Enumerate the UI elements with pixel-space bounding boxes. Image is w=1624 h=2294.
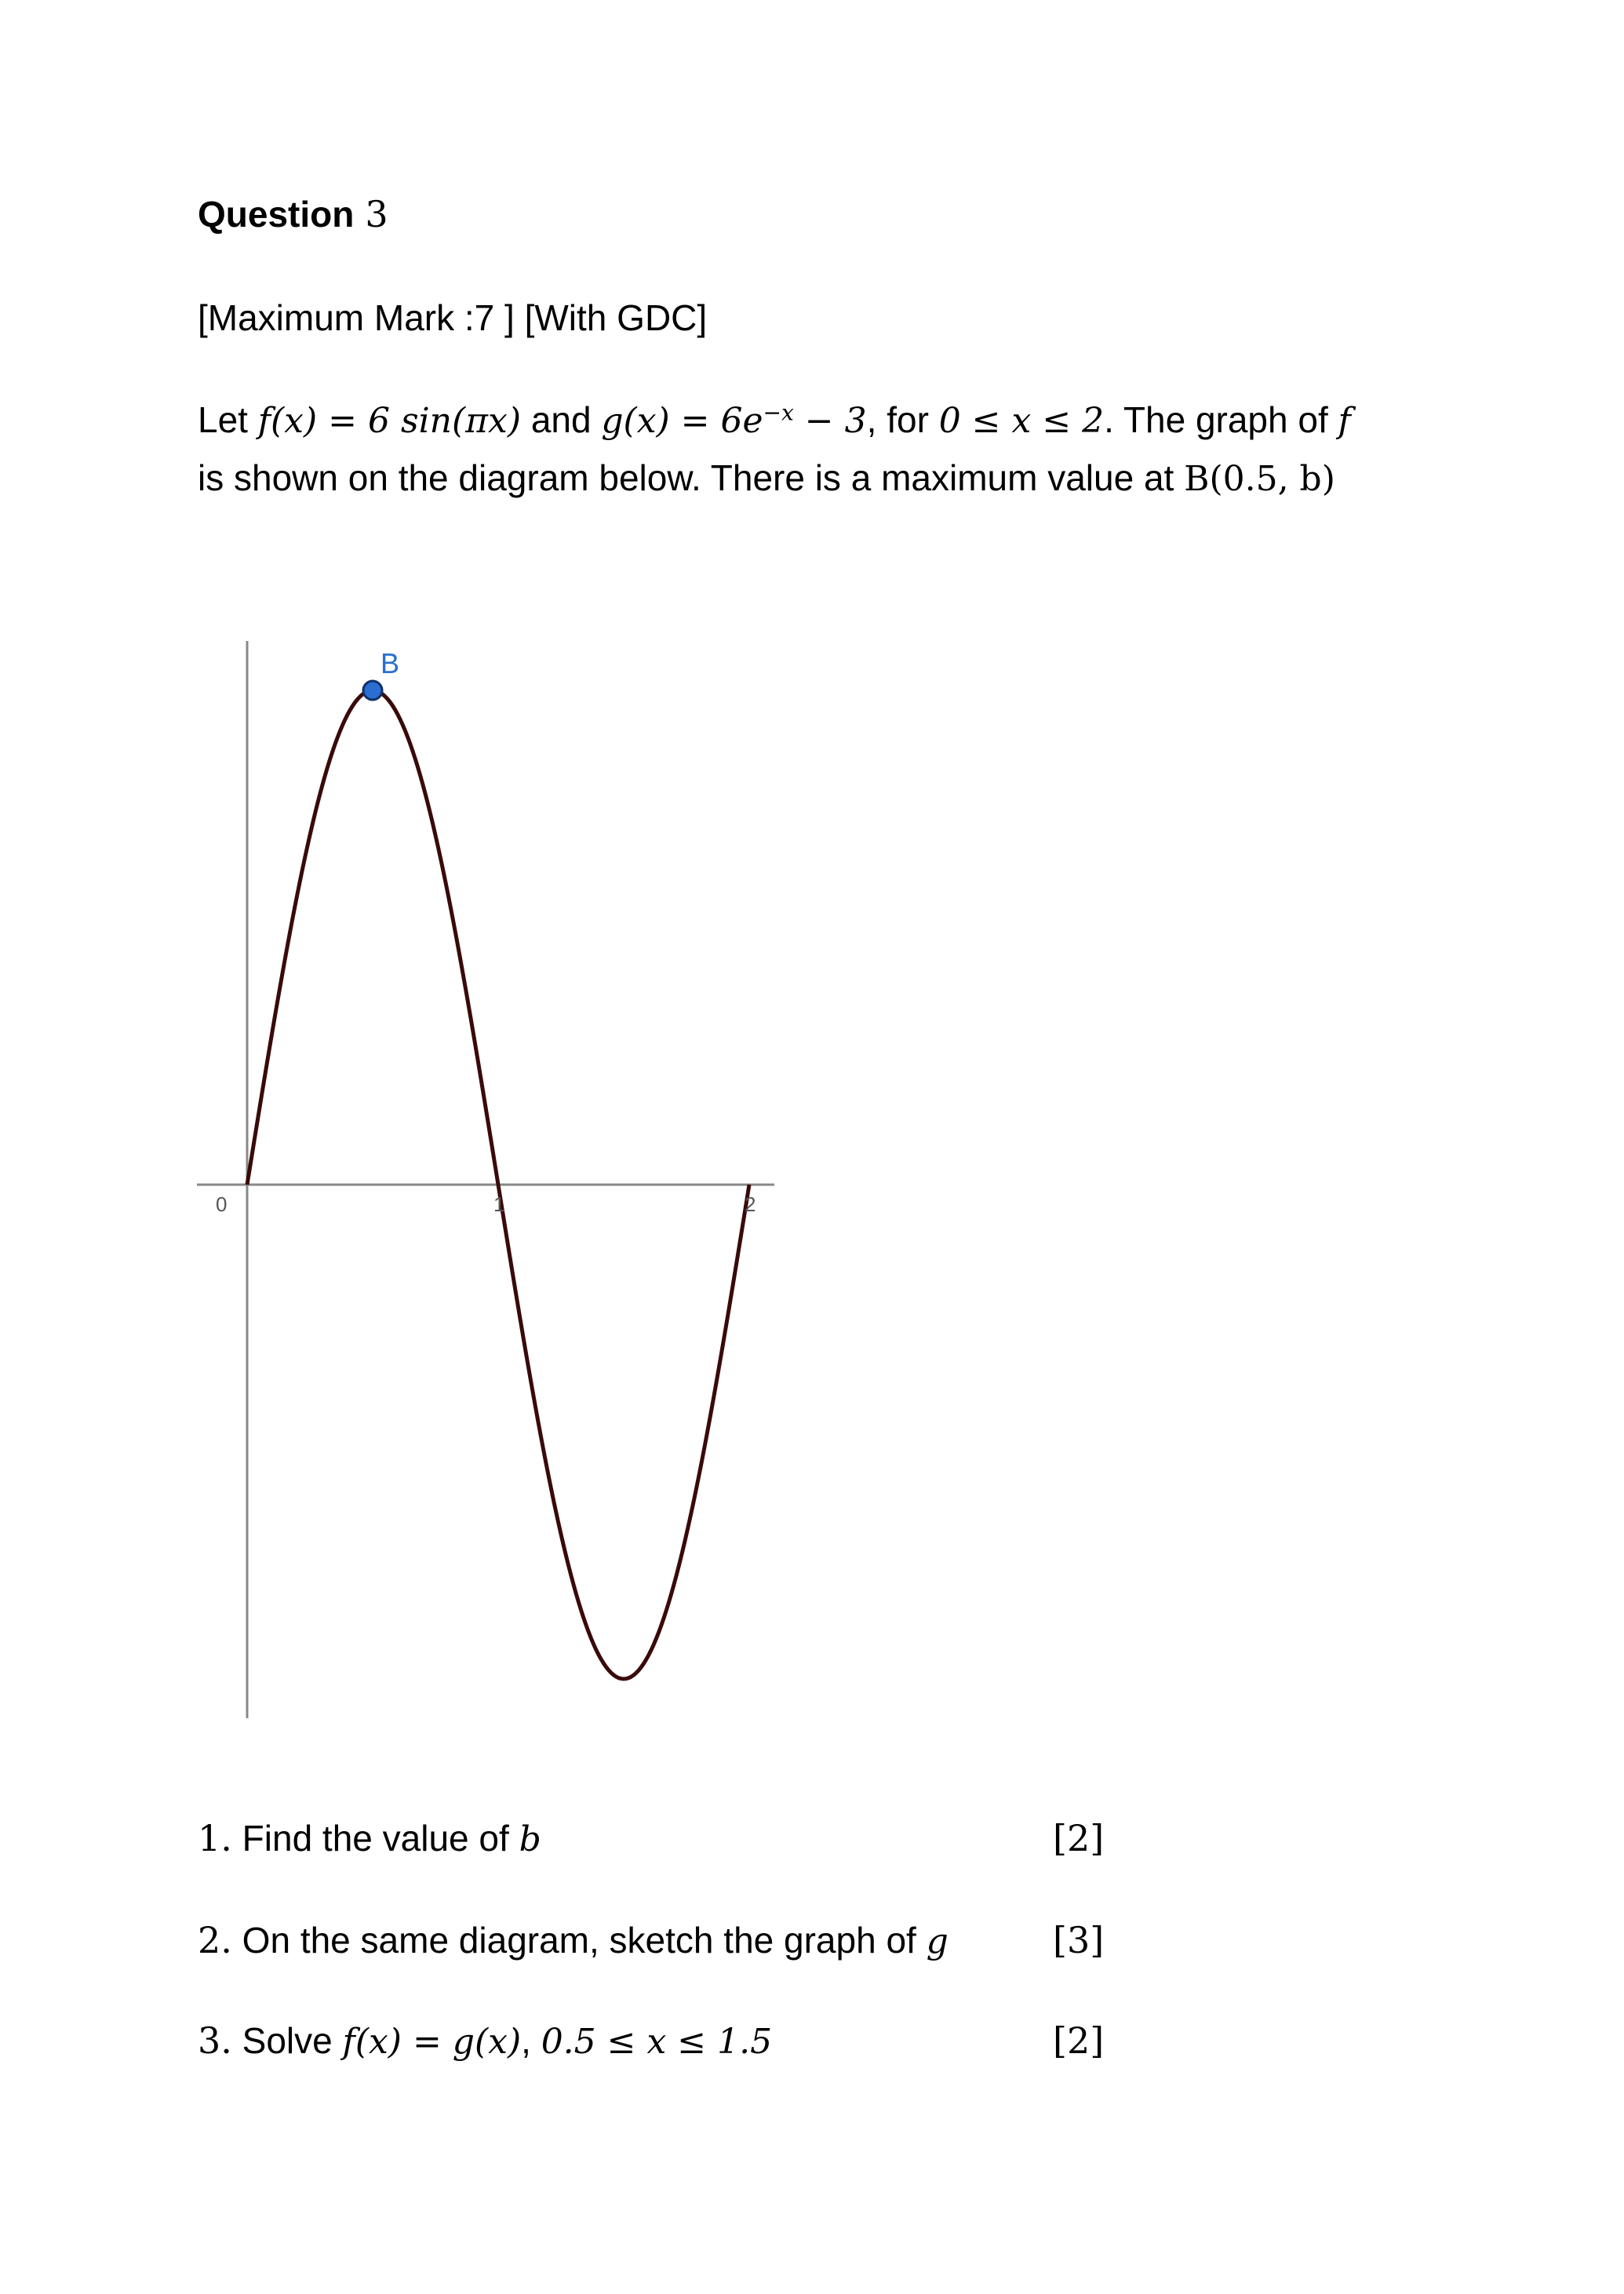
point-b-marker xyxy=(363,681,382,700)
domain: 0 ≤ x ≤ 2 xyxy=(938,401,1105,441)
graph-of-f xyxy=(188,604,800,1718)
intro-for: , for xyxy=(866,399,929,440)
part-1-text: Find the value of xyxy=(242,1818,509,1859)
part-2-text: On the same diagram, sketch the graph of xyxy=(242,1920,916,1961)
part-3-number: 3. xyxy=(198,2019,232,2062)
part-3 xyxy=(198,2019,772,2062)
intro-graph-of: . The graph of xyxy=(1104,399,1328,440)
part-3-marks: [2] xyxy=(1053,2019,1105,2062)
part-2-marks: [3] xyxy=(1053,1919,1105,1961)
intro-line-1 xyxy=(198,399,1351,441)
tick-label-1: 1 xyxy=(493,1193,505,1216)
part-3-comma: , xyxy=(521,2020,531,2061)
tick-label-origin: 0 xyxy=(216,1193,228,1216)
part-1-marks: [2] xyxy=(1053,1817,1105,1859)
part-2-number: 2. xyxy=(198,1919,232,1961)
point-b-label: B(0.5, b) xyxy=(1184,459,1335,499)
g-def-exponent: −x xyxy=(763,399,794,426)
intro-and: and xyxy=(530,399,592,440)
intro-line-2 xyxy=(198,457,1335,499)
question-label: Question xyxy=(198,194,355,235)
g-def-base: g(x) = 6e xyxy=(601,401,763,441)
part-1 xyxy=(198,1817,541,1859)
part-1-variable: b xyxy=(519,1819,541,1859)
g-def-tail: − 3 xyxy=(793,401,867,441)
marks-info: [Maximum Mark :7 ] [With GDC] xyxy=(198,297,708,338)
part-3-equation: f(x) = g(x) xyxy=(342,2022,522,2062)
part-3-text: Solve xyxy=(242,2020,333,2061)
f-definition: f(x) = 6 sin(πx) xyxy=(257,401,522,441)
intro-line-2-text: is shown on the diagram below. There is a maximum value at xyxy=(198,457,1174,498)
g-definition xyxy=(601,401,866,441)
tick-label-2: 2 xyxy=(745,1193,756,1216)
part-2-variable: g xyxy=(926,1921,949,1961)
question-number: 3 xyxy=(365,193,388,235)
intro-let: Let xyxy=(198,399,248,440)
part-1-number: 1. xyxy=(198,1817,232,1859)
point-b-marker-label: B xyxy=(381,647,400,679)
question-heading xyxy=(198,193,388,235)
part-2 xyxy=(198,1919,949,1961)
f-symbol: f xyxy=(1338,401,1351,441)
part-3-range: 0.5 ≤ x ≤ 1.5 xyxy=(541,2022,773,2062)
